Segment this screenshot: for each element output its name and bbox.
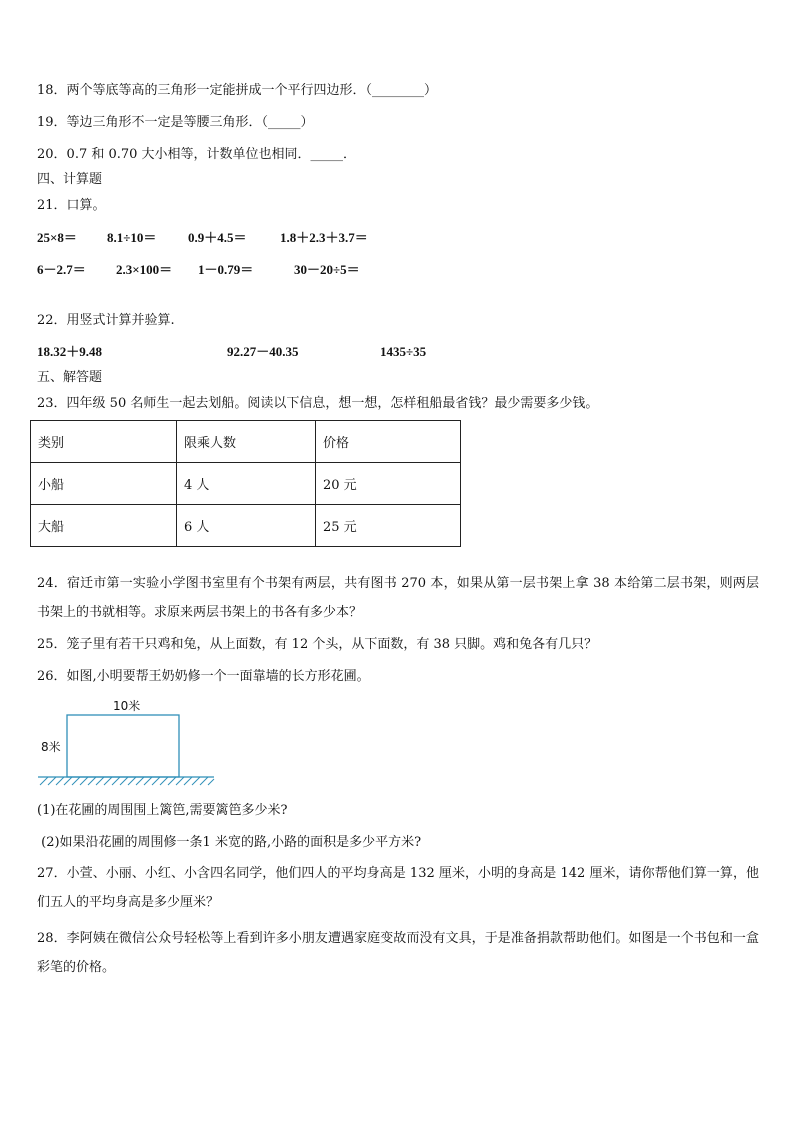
vertical-item: 18.32＋9.48 <box>37 344 103 359</box>
table-cell: 20 元 <box>316 463 461 505</box>
question-28: 28．李阿姨在微信公众号轻松等上看到许多小朋友遭遇家庭变故而没有文具，于是准备捐款帮助他们。如图是一个书包和一盒彩笔的价格。 <box>37 931 759 975</box>
question-25: 25．笼子里有若干只鸡和兔，从上面数，有 12 个头，从下面数，有 38 只脚。鸡和兔各有几只？ <box>37 637 598 652</box>
question-22: 22．用竖式计算并验算. <box>37 313 175 328</box>
oral-item: 6－2.7＝ <box>37 262 86 277</box>
table-cell: 大船 <box>31 505 177 547</box>
boat-table <box>30 420 461 547</box>
table-header-cell: 类别 <box>31 421 177 463</box>
table-cell: 小船 <box>31 463 177 505</box>
section-heading-solve: 五、解答题 <box>37 370 103 385</box>
garden-width-label: 8米 <box>41 740 61 754</box>
table-row <box>31 505 461 547</box>
table-header-row <box>31 421 461 463</box>
question-24: 24．宿迁市第一实验小学图书室里有个书架有两层，共有图书 270 本，如果从第一层书架上拿 38 本给第二层书架，则两层书架上的书就相等。求原来两层书架上的书各有多少本？ <box>37 576 759 620</box>
wall-hatching <box>40 777 214 785</box>
question-19: 19．等边三角形不一定是等腰三角形．（_____） <box>37 115 314 130</box>
question-21: 21．口算。 <box>37 198 106 213</box>
oral-item: 25×8＝ <box>37 230 77 245</box>
table-cell: 6 人 <box>177 505 316 547</box>
section-heading-calc: 四、计算题 <box>37 172 103 187</box>
oral-item: 8.1÷10＝ <box>107 230 157 245</box>
vertical-item: 1435÷35 <box>380 344 427 359</box>
oral-item: 30－20÷5＝ <box>294 262 360 277</box>
garden-length-label: 10米 <box>113 699 141 713</box>
vertical-item: 92.27－40.35 <box>227 344 299 359</box>
question-26: 26．如图,小明要帮王奶奶修一个一面靠墙的长方形花圃。 <box>37 669 370 684</box>
table-row <box>31 463 461 505</box>
oral-item: 0.9＋4.5＝ <box>188 230 247 245</box>
question-26-part-2: (2)如果沿花圃的周围修一条1 米宽的路,小路的面积是多少平方米? <box>37 835 422 850</box>
table-header-cell: 限乘人数 <box>177 421 316 463</box>
table-cell: 25 元 <box>316 505 461 547</box>
oral-item: 1.8＋2.3＋3.7＝ <box>280 230 368 245</box>
question-18: 18．两个等底等高的三角形一定能拼成一个平行四边形．（________） <box>37 83 438 98</box>
garden-rectangle <box>67 715 179 777</box>
question-23: 23．四年级 50 名师生一起去划船。阅读以下信息，想一想，怎样租船最省钱？最少需要多少钱。 <box>37 396 599 411</box>
question-20: 20．0.7 和 0.70 大小相等，计数单位也相同．_____． <box>37 147 357 162</box>
oral-item: 2.3×100＝ <box>116 262 173 277</box>
question-26-part-1: (1)在花圃的周围围上篱笆,需要篱笆多少米? <box>37 803 288 818</box>
table-cell: 4 人 <box>177 463 316 505</box>
oral-item: 1－0.79＝ <box>198 262 254 277</box>
question-27: 27．小萱、小丽、小红、小含四名同学，他们四人的平均身高是 132 厘米，小明的身高是 142 厘米，请你帮他们算一算，他们五人的平均身高是多少厘米？ <box>37 866 759 910</box>
table-header-cell: 价格 <box>316 421 461 463</box>
